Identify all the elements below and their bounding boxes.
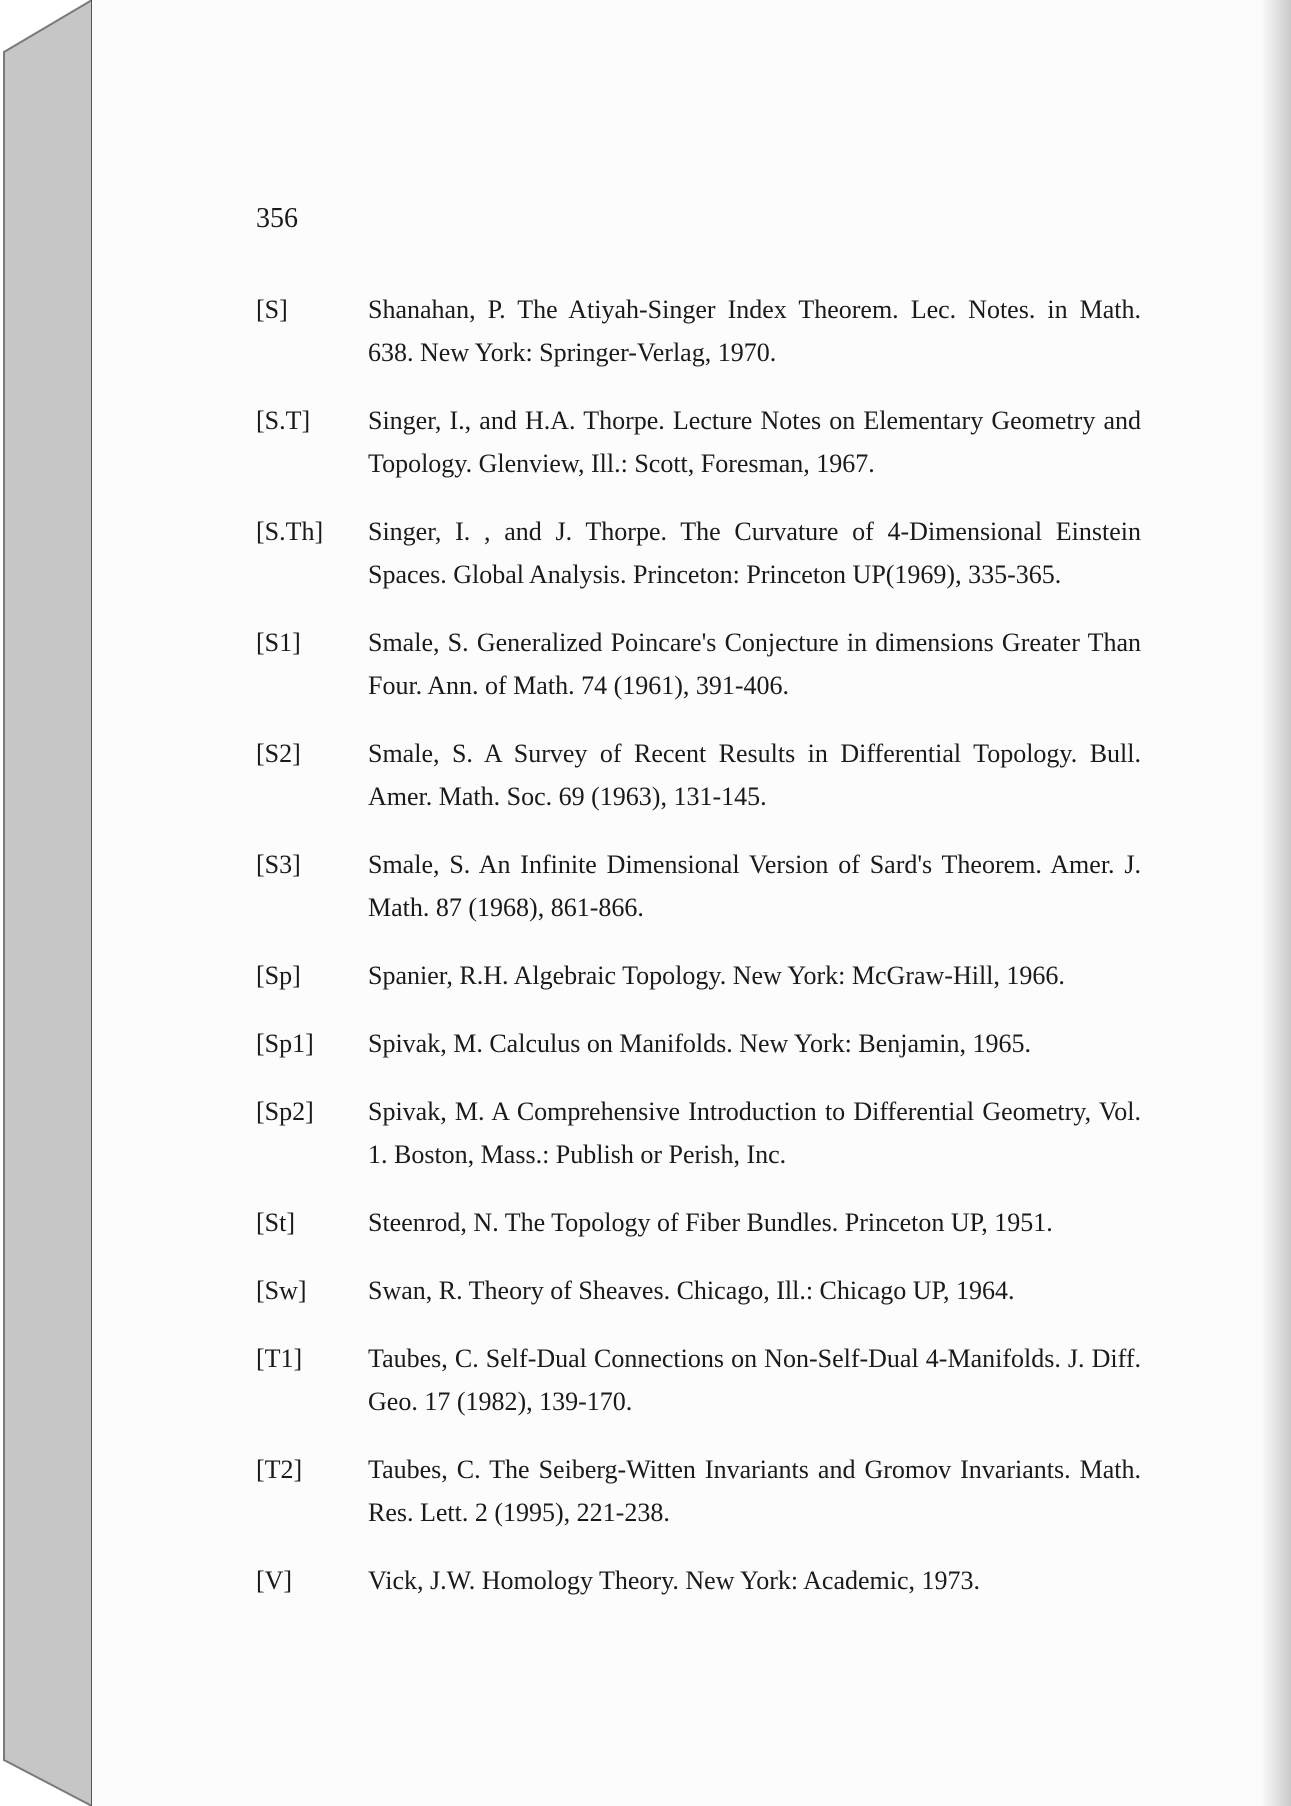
reference-text: Shanahan, P. The Atiyah-Singer Index Theorem. Lec. Notes. in Math. 638. New York: Springer-Verlag, 1970.: [368, 295, 1141, 367]
reference-text: Smale, S. A Survey of Recent Results in Differential Topology. Bull. Amer. Math. Soc. 69 (1963), 131-145.: [368, 739, 1141, 811]
reference-item: [256, 288, 1141, 374]
reference-item: [256, 621, 1141, 707]
reference-key: [T1]: [256, 1344, 303, 1373]
reference-text: Taubes, C. Self-Dual Connections on Non-Self-Dual 4-Manifolds. J. Diff. Geo. 17 (1982), 139-170.: [368, 1344, 1141, 1416]
reference-key: [S.Th]: [256, 517, 324, 546]
reference-text: Singer, I. , and J. Thorpe. The Curvature of 4-Dimensional Einstein Spaces. Global Analysis. Princeton: Princeton UP(1969), 335-365.: [368, 517, 1141, 589]
reference-text: Spivak, M. A Comprehensive Introduction to Differential Geometry, Vol. 1. Boston, Mass.: Publish or Perish, Inc.: [368, 1097, 1141, 1169]
reference-item: [256, 1022, 1141, 1065]
reference-text: Smale, S. Generalized Poincare's Conjecture in dimensions Greater Than Four. Ann. of Math. 74 (1961), 391-406.: [368, 628, 1141, 700]
reference-key: [S.T]: [256, 406, 311, 435]
reference-text: Steenrod, N. The Topology of Fiber Bundles. Princeton UP, 1951.: [368, 1208, 1053, 1237]
reference-item: [256, 843, 1141, 929]
reference-item: [256, 1337, 1141, 1423]
reference-item: [256, 510, 1141, 596]
reference-item: [256, 1269, 1141, 1312]
reference-key: [Sp1]: [256, 1029, 314, 1058]
reference-key: [Sp2]: [256, 1097, 314, 1126]
reference-text: Smale, S. An Infinite Dimensional Version of Sard's Theorem. Amer. J. Math. 87 (1968), 861-866.: [368, 850, 1141, 922]
reference-text: Taubes, C. The Seiberg-Witten Invariants and Gromov Invariants. Math. Res. Lett. 2 (1995), 221-238.: [368, 1455, 1141, 1527]
reference-key: [T2]: [256, 1455, 303, 1484]
reference-key: [Sp]: [256, 961, 301, 990]
reference-item: [256, 1201, 1141, 1244]
page-edge-shadow: [1261, 0, 1291, 1806]
reference-key: [V]: [256, 1566, 293, 1595]
reference-item: [256, 954, 1141, 997]
reference-item: [256, 399, 1141, 485]
reference-item: [256, 732, 1141, 818]
reference-key: [S]: [256, 295, 288, 324]
reference-list: [256, 288, 1141, 1627]
reference-item: [256, 1448, 1141, 1534]
reference-text: Spivak, M. Calculus on Manifolds. New York: Benjamin, 1965.: [368, 1029, 1031, 1058]
page-number: 356: [256, 203, 298, 234]
reference-item: [256, 1559, 1141, 1602]
reference-item: [256, 1090, 1141, 1176]
reference-text: Spanier, R.H. Algebraic Topology. New York: McGraw-Hill, 1966.: [368, 961, 1065, 990]
reference-key: [S1]: [256, 628, 301, 657]
reference-text: Singer, I., and H.A. Thorpe. Lecture Notes on Elementary Geometry and Topology. Glenview, Ill.: Scott, Foresman, 1967.: [368, 406, 1141, 478]
reference-text: Swan, R. Theory of Sheaves. Chicago, Ill.: Chicago UP, 1964.: [368, 1276, 1015, 1305]
reference-text: Vick, J.W. Homology Theory. New York: Academic, 1973.: [368, 1566, 981, 1595]
reference-key: [Sw]: [256, 1276, 307, 1305]
reference-key: [St]: [256, 1208, 295, 1237]
reference-key: [S3]: [256, 850, 301, 879]
reference-key: [S2]: [256, 739, 301, 768]
